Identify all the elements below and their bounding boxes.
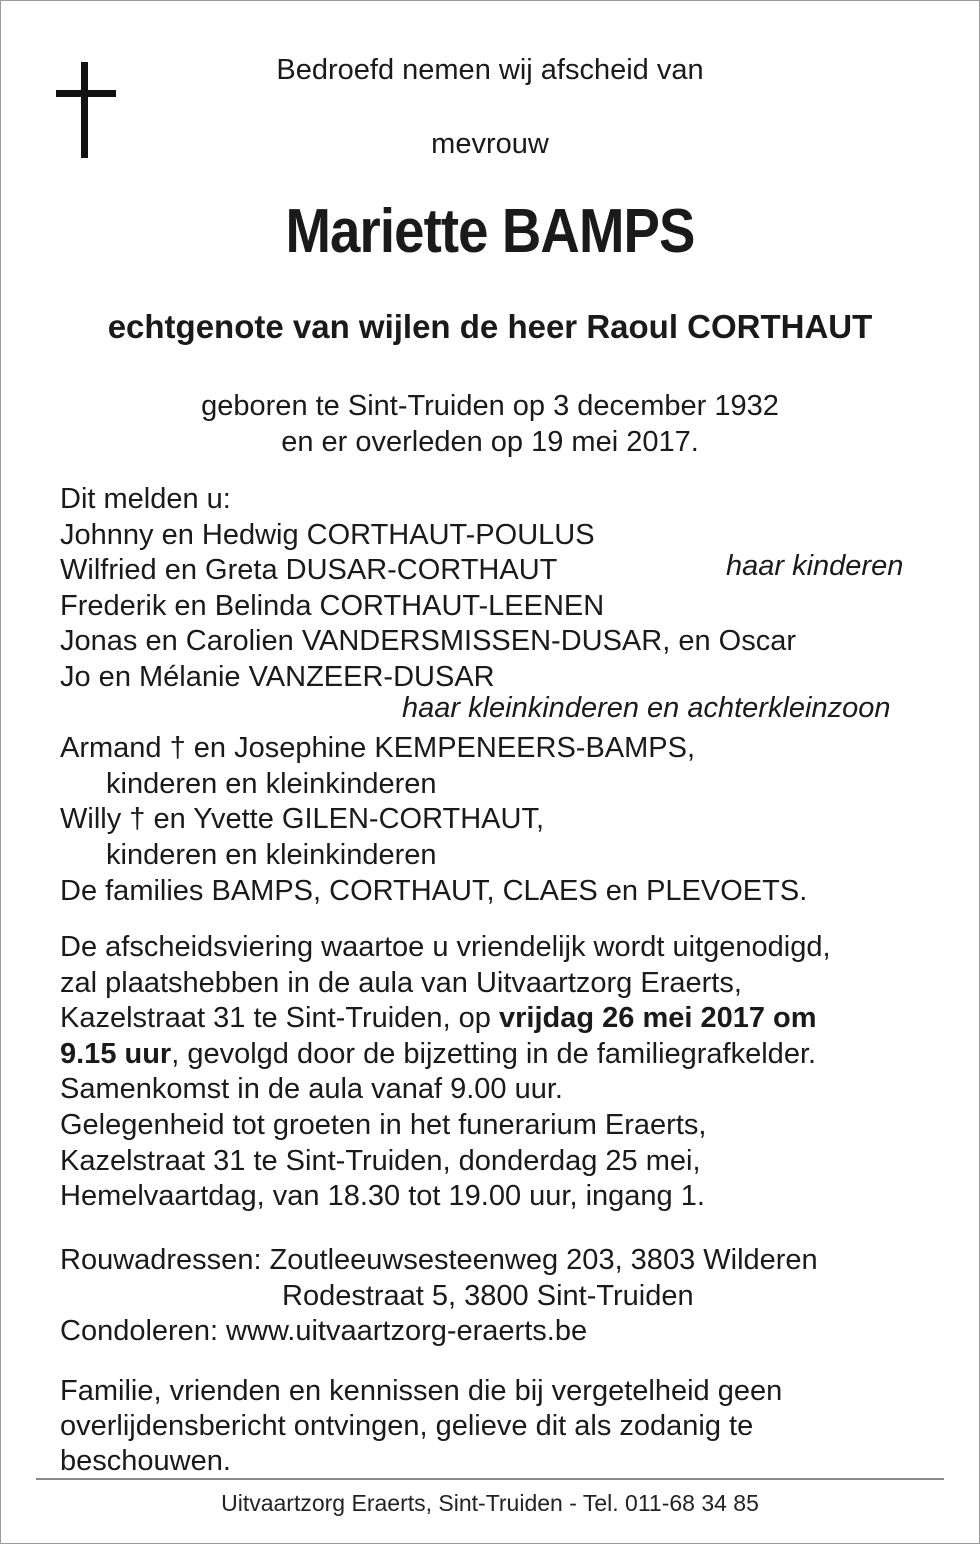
addresses-block bbox=[60, 1243, 940, 1350]
address-line: Rodestraat 5, 3800 Sint-Truiden bbox=[282, 1279, 694, 1312]
death-line: en er overleden op 19 mei 2017. bbox=[281, 426, 699, 458]
list-item: Frederik en Belinda CORTHAUT-LEENEN bbox=[60, 589, 605, 622]
ceremony-text: Kazelstraat 31 te Sint-Truiden, op bbox=[60, 1002, 499, 1035]
list-item: kinderen en kleinkinderen bbox=[106, 767, 437, 800]
list-item: Jo en Mélanie VANZEER-DUSAR bbox=[60, 660, 495, 693]
list-item: Willy † en Yvette GILEN-CORTHAUT, bbox=[60, 803, 545, 836]
ceremony-line: Hemelvaartdag, van 18.30 tot 19.00 uur, ingang 1. bbox=[60, 1180, 705, 1213]
deceased-name: Mariette BAMPS bbox=[285, 197, 695, 266]
children-note: haar kinderen bbox=[726, 550, 904, 582]
ceremony-date: vrijdag 26 mei 2017 om bbox=[499, 1002, 817, 1035]
ceremony-line: Kazelstraat 31 te Sint-Truiden, donderdag 25 mei, bbox=[60, 1144, 701, 1177]
family-note bbox=[60, 1374, 940, 1479]
ceremony-line bbox=[60, 1001, 940, 1037]
note-line: overlijdensbericht ontvingen, gelieve dit als zodanig te bbox=[60, 1410, 754, 1442]
footer-text: Uitvaartzorg Eraerts, Sint-Truiden - Tel. 011-68 34 85 bbox=[221, 1490, 759, 1516]
ceremony-text: , gevolgd door de bijzetting in de familiegrafkelder. bbox=[171, 1037, 817, 1070]
ceremony-line: De afscheidsviering waartoe u vriendelijk wordt uitgenodigd, bbox=[60, 931, 831, 963]
list-item: Armand † en Josephine KEMPENEERS-BAMPS, bbox=[60, 732, 696, 765]
grandchildren-note: haar kleinkinderen en achterkleinzoon bbox=[402, 692, 891, 724]
footer-divider bbox=[36, 1478, 944, 1480]
announcers-intro: Dit melden u: bbox=[60, 483, 231, 515]
ceremony-line: Gelegenheid tot groeten in het funerarium Eraerts, bbox=[60, 1108, 707, 1141]
title-prefix: mevrouw bbox=[431, 128, 549, 160]
list-item: Johnny en Hedwig CORTHAUT-POULUS bbox=[60, 518, 595, 551]
address-line: Rouwadressen: Zoutleeuwsesteenweg 203, 3803 Wilderen bbox=[60, 1244, 818, 1276]
list-item: kinderen en kleinkinderen bbox=[106, 838, 437, 871]
dates-block bbox=[0, 388, 980, 460]
note-line: Familie, vrienden en kennissen die bij vergetelheid geen bbox=[60, 1375, 783, 1407]
ceremony-line bbox=[60, 1037, 940, 1073]
list-item: Wilfried en Greta DUSAR-CORTHAUT bbox=[60, 554, 558, 587]
ceremony-time: 9.15 uur bbox=[60, 1037, 172, 1070]
intro-text: Bedroefd nemen wij afscheid van bbox=[276, 54, 704, 86]
list-item: Jonas en Carolien VANDERSMISSEN-DUSAR, en Oscar bbox=[60, 625, 796, 658]
condolence-link[interactable]: Condoleren: www.uitvaartzorg-eraerts.be bbox=[60, 1315, 588, 1348]
ceremony-details bbox=[60, 930, 940, 1215]
note-line: beschouwen. bbox=[60, 1445, 231, 1477]
families-line: De families BAMPS, CORTHAUT, CLAES en PLEVOETS. bbox=[60, 874, 808, 907]
ceremony-line: zal plaatshebben in de aula van Uitvaartzorg Eraerts, bbox=[60, 966, 742, 999]
spouse-line: echtgenote van wijlen de heer Raoul CORTHAUT bbox=[107, 308, 873, 345]
ceremony-line: Samenkomst in de aula vanaf 9.00 uur. bbox=[60, 1073, 563, 1106]
birth-line: geboren te Sint-Truiden op 3 december 1932 bbox=[201, 390, 779, 422]
